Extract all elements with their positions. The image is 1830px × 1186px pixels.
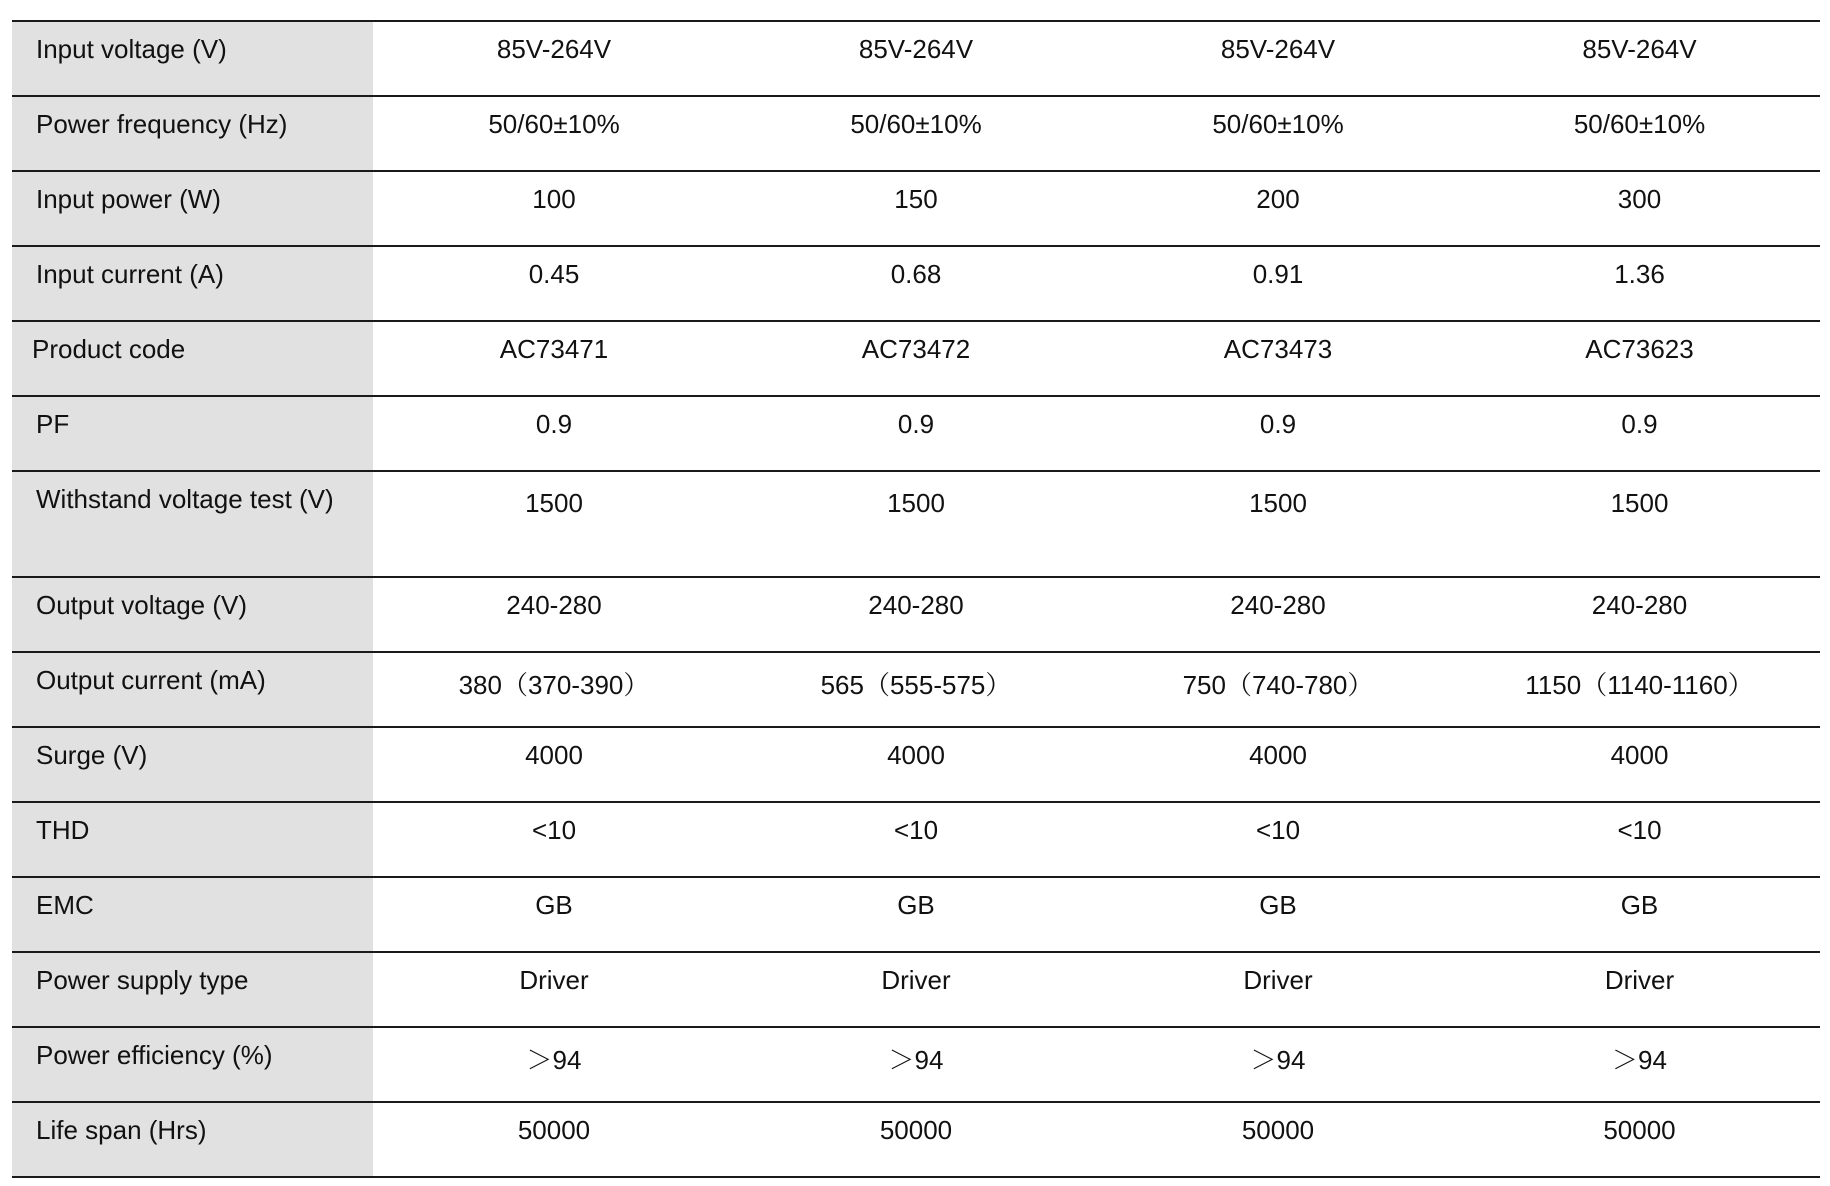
cell-value: 100 bbox=[373, 171, 735, 246]
cell-value: 240-280 bbox=[1459, 577, 1820, 652]
row-label: Input voltage (V) bbox=[12, 21, 373, 96]
row-label: Withstand voltage test (V) bbox=[12, 471, 373, 577]
cell-value: 50000 bbox=[1097, 1102, 1459, 1177]
row-label: Power efficiency (%) bbox=[12, 1027, 373, 1102]
spec-row-withstand-voltage bbox=[12, 471, 1820, 577]
cell-value: 50000 bbox=[1459, 1102, 1820, 1177]
cell-value: AC73473 bbox=[1097, 321, 1459, 396]
row-label: THD bbox=[12, 802, 373, 877]
cell-value: ＞94 bbox=[1459, 1027, 1820, 1102]
cell-value: 1500 bbox=[373, 471, 735, 577]
row-label: Power supply type bbox=[12, 952, 373, 1027]
cell-value: AC73471 bbox=[373, 321, 735, 396]
cell-value: 1500 bbox=[1459, 471, 1820, 577]
cell-value: GB bbox=[1459, 877, 1820, 952]
cell-value: 1.36 bbox=[1459, 246, 1820, 321]
cell-value: <10 bbox=[373, 802, 735, 877]
cell-value: 300 bbox=[1459, 171, 1820, 246]
cell-value: 1150（1140-1160） bbox=[1459, 652, 1820, 727]
cell-value: 0.9 bbox=[1459, 396, 1820, 471]
cell-value: 380（370-390） bbox=[373, 652, 735, 727]
cell-value: 85V-264V bbox=[1459, 21, 1820, 96]
cell-value: 200 bbox=[1097, 171, 1459, 246]
spec-row-input-current bbox=[12, 246, 1820, 321]
cell-value: <10 bbox=[735, 802, 1097, 877]
spec-row-surge bbox=[12, 727, 1820, 802]
spec-row-pf bbox=[12, 396, 1820, 471]
cell-value: 0.9 bbox=[373, 396, 735, 471]
cell-value: 50000 bbox=[735, 1102, 1097, 1177]
cell-value: ＞94 bbox=[1097, 1027, 1459, 1102]
cell-value: 240-280 bbox=[1097, 577, 1459, 652]
cell-value: GB bbox=[1097, 877, 1459, 952]
cell-value: AC73623 bbox=[1459, 321, 1820, 396]
spec-row-emc bbox=[12, 877, 1820, 952]
cell-value: GB bbox=[373, 877, 735, 952]
cell-value: 0.9 bbox=[1097, 396, 1459, 471]
cell-value: 85V-264V bbox=[735, 21, 1097, 96]
spec-table bbox=[12, 20, 1820, 1178]
cell-value: <10 bbox=[1459, 802, 1820, 877]
cell-value: 750（740-780） bbox=[1097, 652, 1459, 727]
row-label: Power frequency (Hz) bbox=[12, 96, 373, 171]
cell-value: 85V-264V bbox=[373, 21, 735, 96]
cell-value: 0.45 bbox=[373, 246, 735, 321]
cell-value: 50/60±10% bbox=[373, 96, 735, 171]
spec-row-thd bbox=[12, 802, 1820, 877]
cell-value: 50000 bbox=[373, 1102, 735, 1177]
cell-value: Driver bbox=[735, 952, 1097, 1027]
cell-value: 0.91 bbox=[1097, 246, 1459, 321]
cell-value: <10 bbox=[1097, 802, 1459, 877]
cell-value: ＞94 bbox=[373, 1027, 735, 1102]
cell-value: 4000 bbox=[735, 727, 1097, 802]
cell-value: Driver bbox=[1459, 952, 1820, 1027]
spec-row-input-power bbox=[12, 171, 1820, 246]
cell-value: 50/60±10% bbox=[1459, 96, 1820, 171]
spec-row-power-frequency bbox=[12, 96, 1820, 171]
row-label: Life span (Hrs) bbox=[12, 1102, 373, 1177]
spec-row-output-current bbox=[12, 652, 1820, 727]
cell-value: 240-280 bbox=[373, 577, 735, 652]
cell-value: 4000 bbox=[1459, 727, 1820, 802]
cell-value: 240-280 bbox=[735, 577, 1097, 652]
row-label: PF bbox=[12, 396, 373, 471]
cell-value: 1500 bbox=[1097, 471, 1459, 577]
cell-value: 0.9 bbox=[735, 396, 1097, 471]
row-label: Input current (A) bbox=[12, 246, 373, 321]
row-label: Output voltage (V) bbox=[12, 577, 373, 652]
cell-value: 565（555-575） bbox=[735, 652, 1097, 727]
cell-value: ＞94 bbox=[735, 1027, 1097, 1102]
row-label: EMC bbox=[12, 877, 373, 952]
cell-value: Driver bbox=[373, 952, 735, 1027]
cell-value: Driver bbox=[1097, 952, 1459, 1027]
cell-value: 0.68 bbox=[735, 246, 1097, 321]
spec-row-life-span bbox=[12, 1102, 1820, 1177]
cell-value: 50/60±10% bbox=[735, 96, 1097, 171]
spec-row-power-efficiency bbox=[12, 1027, 1820, 1102]
cell-value: 85V-264V bbox=[1097, 21, 1459, 96]
spec-row-input-voltage bbox=[12, 21, 1820, 96]
row-label: Product code bbox=[12, 321, 373, 396]
spec-row-output-voltage bbox=[12, 577, 1820, 652]
row-label: Surge (V) bbox=[12, 727, 373, 802]
cell-value: AC73472 bbox=[735, 321, 1097, 396]
cell-value: 150 bbox=[735, 171, 1097, 246]
cell-value: GB bbox=[735, 877, 1097, 952]
cell-value: 4000 bbox=[373, 727, 735, 802]
cell-value: 4000 bbox=[1097, 727, 1459, 802]
cell-value: 50/60±10% bbox=[1097, 96, 1459, 171]
row-label: Output current (mA) bbox=[12, 652, 373, 727]
row-label: Input power (W) bbox=[12, 171, 373, 246]
cell-value: 1500 bbox=[735, 471, 1097, 577]
spec-row-power-supply-type bbox=[12, 952, 1820, 1027]
spec-row-product-code bbox=[12, 321, 1820, 396]
